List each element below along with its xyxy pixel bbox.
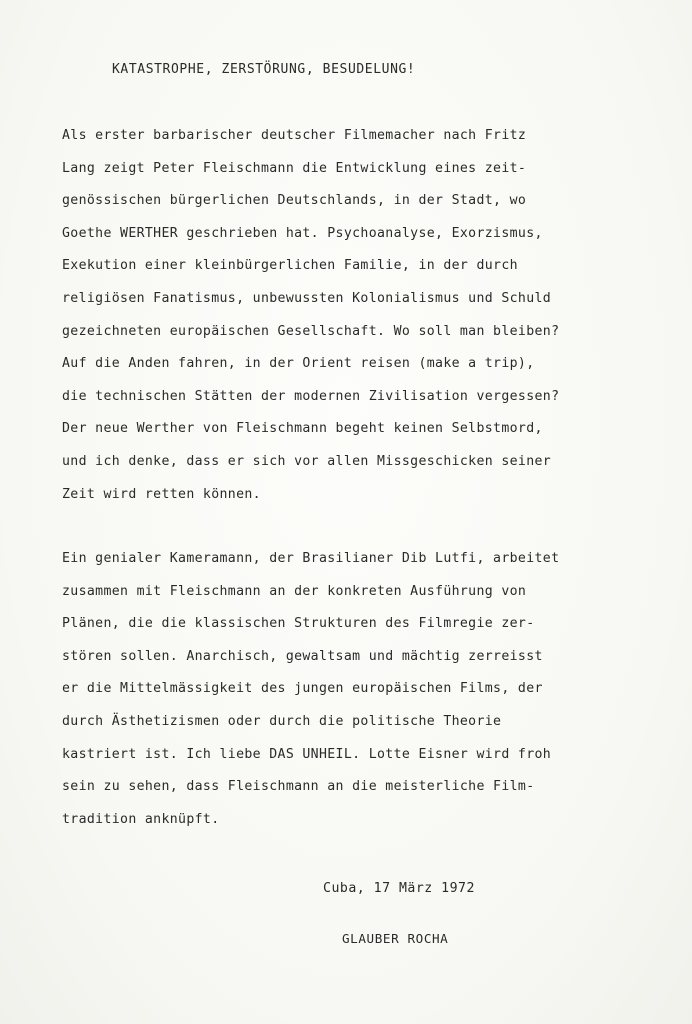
text-line: stören sollen. Anarchisch, gewaltsam und mächtig zerreisst <box>62 648 543 664</box>
author-signature: GLAUBER ROCHA <box>342 931 449 946</box>
text-line: Zeit wird retten können. <box>62 486 261 502</box>
paragraph-1 <box>62 120 652 511</box>
text-line: Der neue Werther von Fleischmann begeht keinen Selbstmord, <box>62 421 543 437</box>
text-line: Lang zeigt Peter Fleischmann die Entwicklung eines zeit- <box>62 160 527 176</box>
text-line: er die Mittelmässigkeit des jungen europäischen Films, der <box>62 681 543 697</box>
text-line: durch Ästhetizismen oder durch die politische Theorie <box>62 713 502 729</box>
text-line: Als erster barbarischer deutscher Filmemacher nach Fritz <box>62 128 527 143</box>
text-line: religiösen Fanatismus, unbewussten Kolonialismus und Schuld <box>62 290 552 306</box>
text-line: die technischen Stätten der modernen Zivilisation vergessen? <box>62 388 560 404</box>
text-line: kastriert ist. Ich liebe DAS UNHEIL. Lotte Eisner wird froh <box>62 746 552 762</box>
paragraph-2 <box>62 543 652 836</box>
text-line: Goethe WERTHER geschrieben hat. Psychoanalyse, Exorzismus, <box>62 225 543 241</box>
text-line: Auf die Anden fahren, in der Orient reisen (make a trip), <box>62 356 535 372</box>
text-line: Exekution einer kleinbürgerlichen Familie, in der durch <box>62 258 518 274</box>
place-and-date: Cuba, 17 März 1972 <box>323 881 475 896</box>
text-line: Plänen, die die klassischen Strukturen des Filmregie zer- <box>62 616 535 632</box>
text-line: zusammen mit Fleischmann an der konkreten Ausführung von <box>62 583 527 599</box>
text-line: genössischen bürgerlichen Deutschlands, in der Stadt, wo <box>62 193 527 209</box>
text-line: und ich denke, dass er sich vor allen Missgeschicken seiner <box>62 453 552 469</box>
text-line: gezeichneten europäischen Gesellschaft. Wo soll man bleiben? <box>62 323 560 339</box>
text-line: Ein genialer Kameramann, der Brasilianer Dib Lutfi, arbeitet <box>62 551 560 566</box>
document-title: KATASTROPHE, ZERSTÖRUNG, BESUDELUNG! <box>112 62 416 77</box>
text-line: tradition anknüpft. <box>62 811 220 827</box>
text-line: sein zu sehen, dass Fleischmann an die meisterliche Film- <box>62 779 535 795</box>
